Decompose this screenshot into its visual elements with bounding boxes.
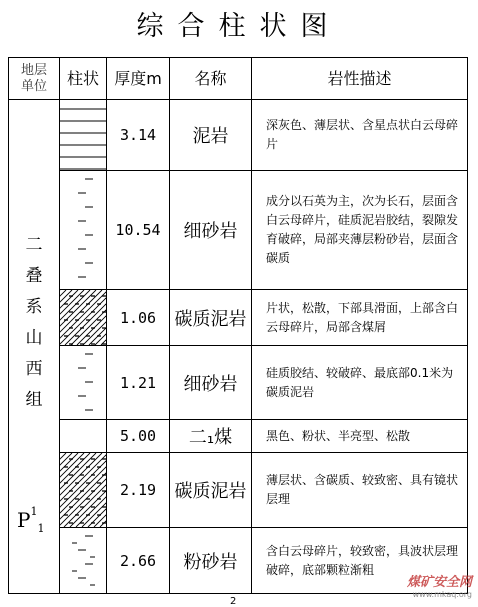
table-row — [9, 171, 468, 290]
lithology-column-cell — [60, 528, 107, 594]
header-column: 柱状 — [60, 58, 107, 100]
header-description: 岩性描述 — [252, 58, 468, 100]
thickness-cell: 2.19 — [107, 453, 170, 528]
rock-name-cell: 碳质泥岩 — [170, 290, 252, 346]
lithology-column-cell — [60, 453, 107, 528]
unit-label-char: 山 — [25, 328, 43, 348]
stratigraphic-column-table — [8, 57, 468, 594]
thickness-cell: 1.21 — [107, 346, 170, 420]
table-row — [9, 290, 468, 346]
thickness-cell: 1.06 — [107, 290, 170, 346]
lithology-pattern — [60, 346, 106, 419]
rock-name-cell: 粉砂岩 — [170, 528, 252, 594]
description-cell: 成分以石英为主，次为长石，层面含白云母碎片，硅质泥岩胶结，裂隙发育破碎，局部夹薄层粉砂岩，层面含碳质 — [252, 171, 468, 290]
thickness-cell: 2.66 — [107, 528, 170, 594]
thickness-cell: 10.54 — [107, 171, 170, 290]
unit-label-char: 西 — [25, 359, 43, 379]
table-row — [9, 346, 468, 420]
table-row — [9, 453, 468, 528]
lithology-pattern — [60, 171, 106, 289]
lithology-column-cell — [60, 290, 107, 346]
chart-title: 综合柱状图 — [136, 11, 342, 42]
unit-label — [9, 230, 59, 416]
header-name: 名称 — [170, 58, 252, 100]
rock-name-cell: 碳质泥岩 — [170, 453, 252, 528]
lithology-column-cell — [60, 420, 107, 453]
lithology-column-cell — [60, 171, 107, 290]
thickness-cell: 3.14 — [107, 100, 170, 171]
unit-code: $P^1_1$ — [17, 505, 45, 535]
table-row — [9, 420, 468, 453]
unit-label-char: 叠 — [25, 266, 43, 286]
pattern-stroke — [60, 453, 72, 527]
lithology-column-cell — [60, 100, 107, 171]
description-cell: 含白云母碎片，较致密，具波状层理破碎，底部颗粒渐粗 — [252, 528, 468, 594]
pattern-stroke — [94, 453, 106, 527]
lithology-pattern — [60, 290, 106, 345]
unit-label-char: 系 — [25, 297, 43, 317]
thickness-cell: 5.00 — [107, 420, 170, 453]
page-number: 2 — [230, 596, 237, 607]
stratigraphic-unit-cell — [9, 100, 60, 594]
unit-label-char: 二 — [25, 235, 43, 255]
table-row — [9, 528, 468, 594]
rock-name-cell: 细砂岩 — [170, 346, 252, 420]
description-cell: 片状，松散，下部具滑面，上部含白云母碎片，局部含煤屑 — [252, 290, 468, 346]
rock-name-cell: 二₁煤 — [170, 420, 252, 453]
lithology-pattern — [60, 100, 106, 170]
description-cell: 薄层状、含碳质、较致密、具有镜状层理 — [252, 453, 468, 528]
lithology-pattern — [60, 453, 106, 527]
rock-name-cell: 细砂岩 — [170, 171, 252, 290]
header-unit: 地层 单位 — [9, 58, 60, 100]
rock-name-cell: 泥岩 — [170, 100, 252, 171]
lithology-column-cell — [60, 346, 107, 420]
description-cell: 深灰色、薄层状、含星点状白云母碎片 — [252, 100, 468, 171]
pattern-stroke — [60, 290, 96, 345]
lithology-pattern — [60, 420, 106, 452]
watermark-logo: 煤矿安全网 www.mkaq.org — [406, 575, 472, 599]
unit-label-char: 组 — [25, 390, 43, 410]
header-row — [9, 58, 468, 100]
lithology-pattern — [60, 528, 106, 593]
description-cell: 硅质胶结、较破碎、最底部0.1米为碳质泥岩 — [252, 346, 468, 420]
header-thickness: 厚度m — [107, 58, 170, 100]
table-row — [9, 100, 468, 171]
description-cell: 黑色、粉状、半亮型、松散 — [252, 420, 468, 453]
